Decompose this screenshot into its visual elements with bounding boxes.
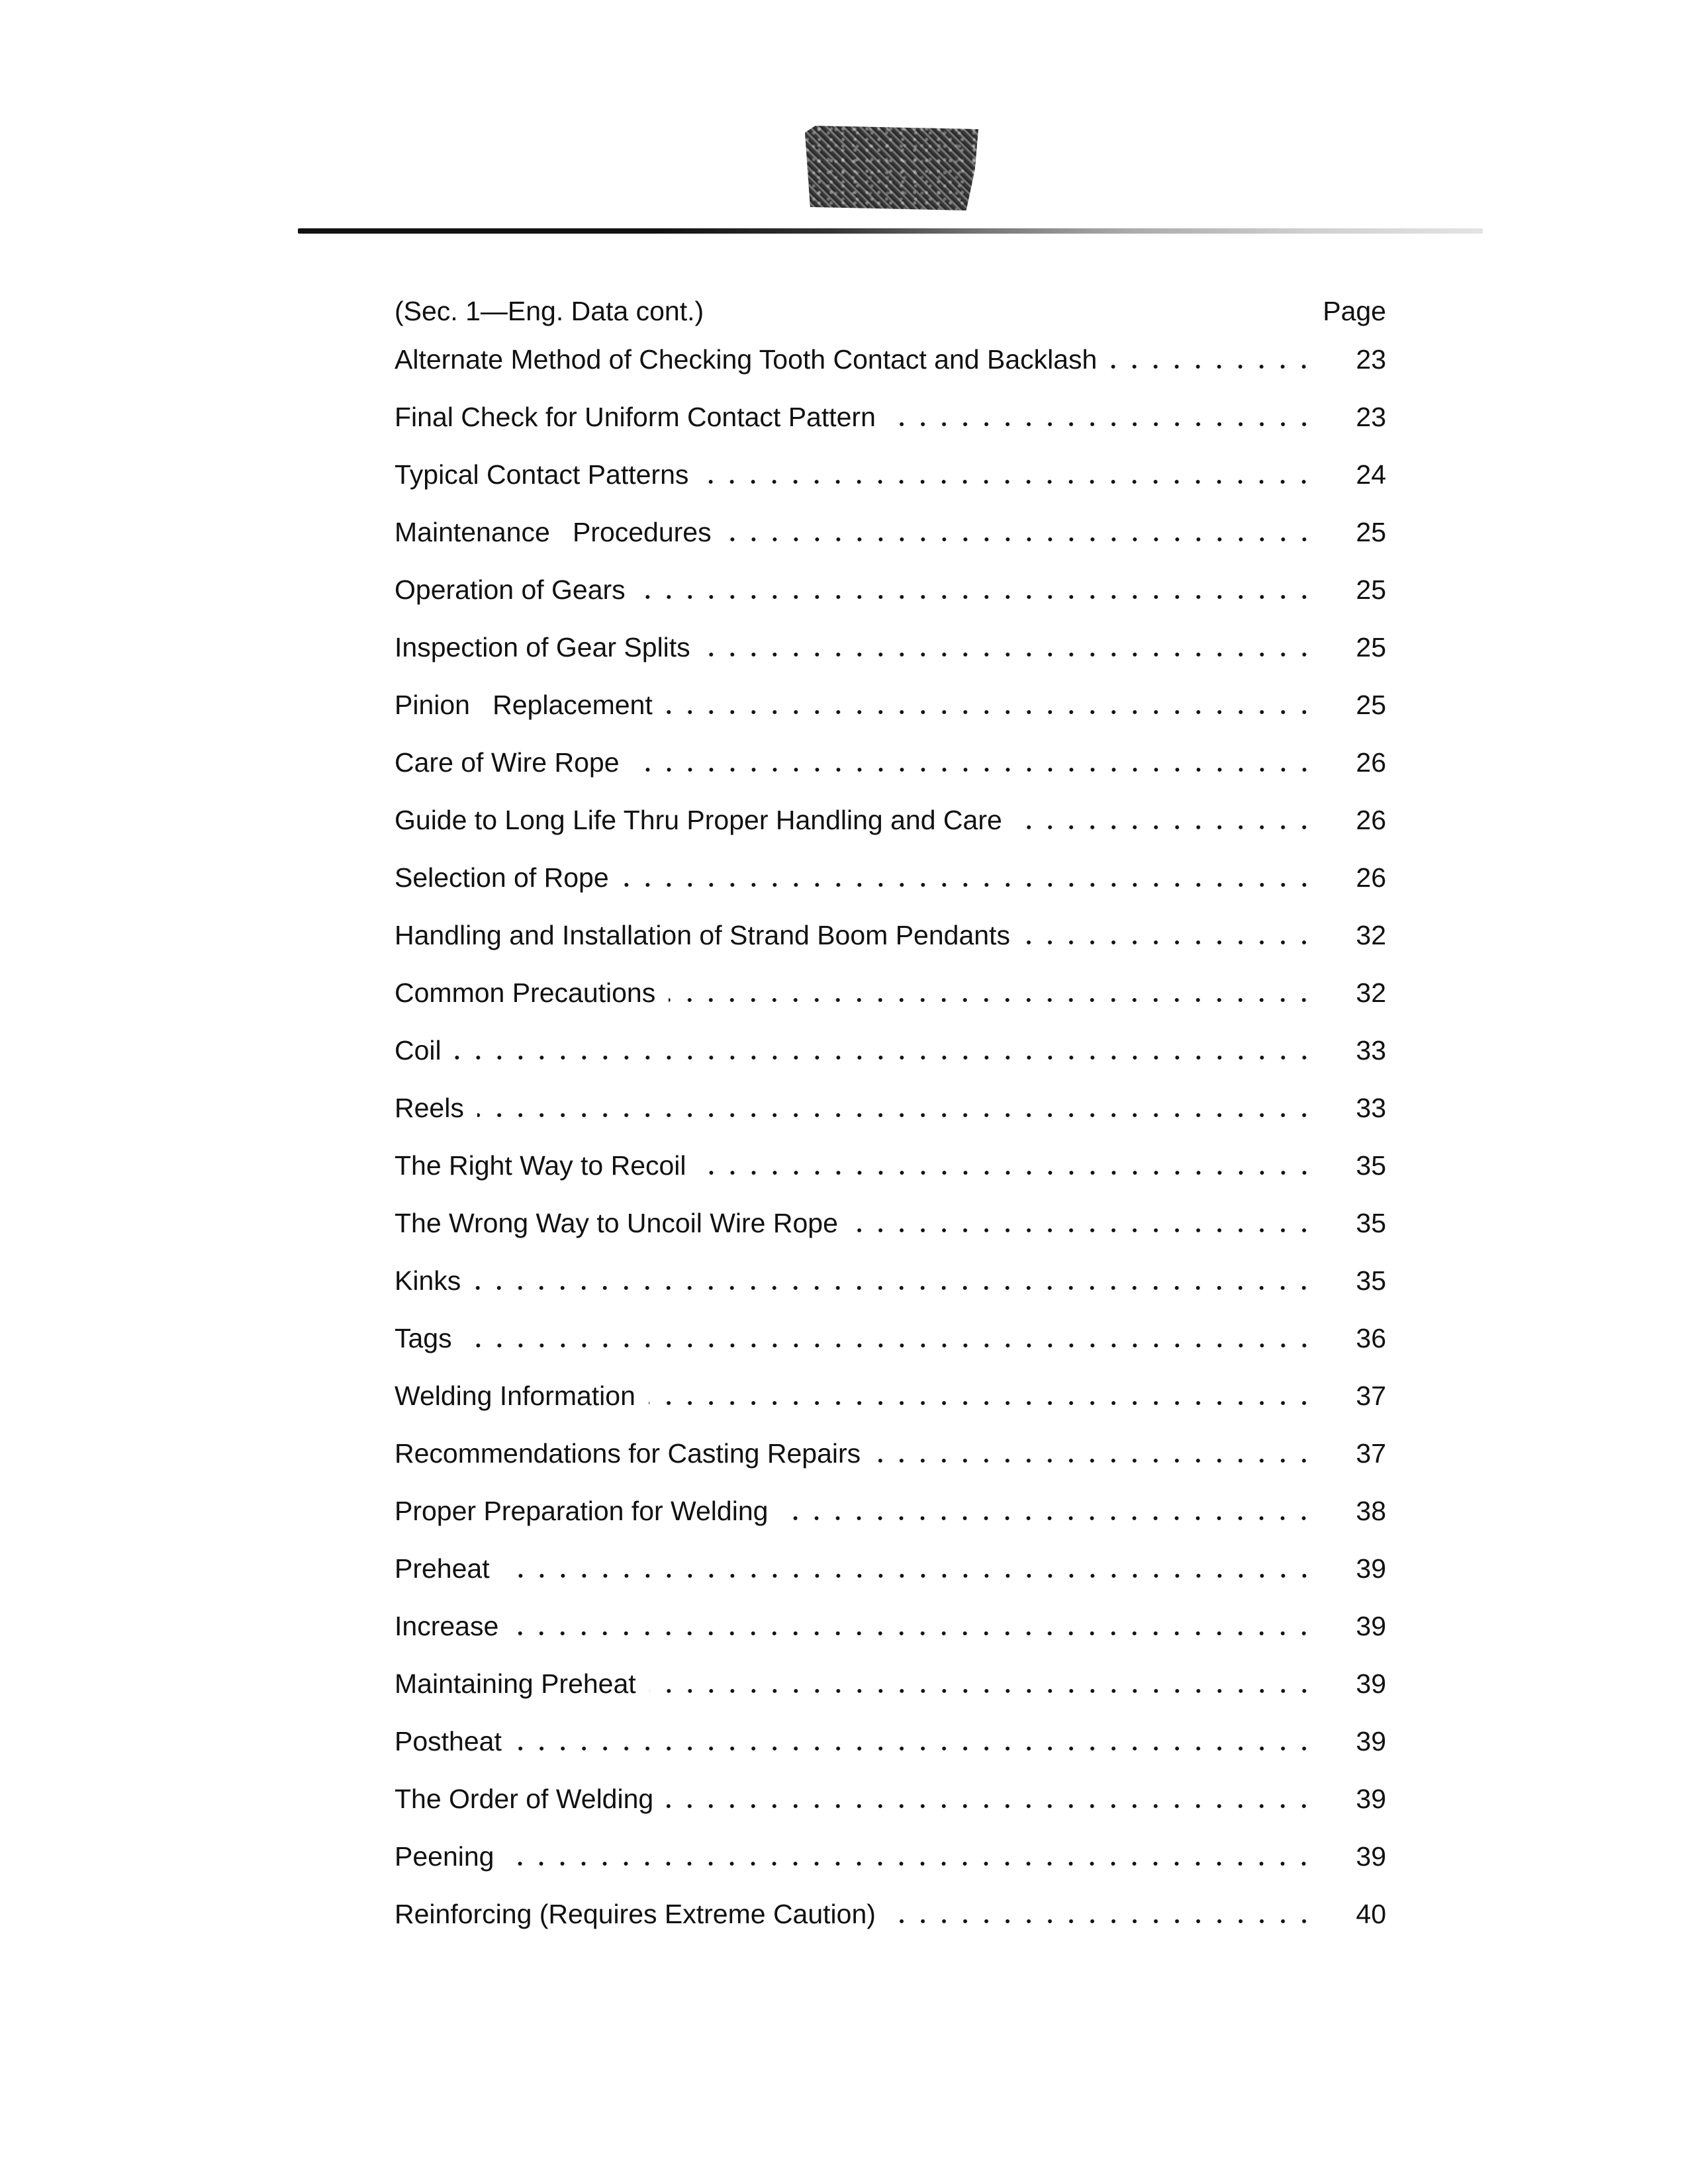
toc-entry[interactable] xyxy=(395,1310,1394,1367)
toc-entry-title: The Order of Welding xyxy=(395,1770,663,1828)
dot-leader xyxy=(503,1574,1315,1578)
toc-entry[interactable] xyxy=(395,1022,1394,1079)
toc-entry-title: Operation of Gears xyxy=(395,561,635,619)
toc-entry-title: Proper Preparation for Welding xyxy=(395,1482,777,1540)
toc-entry-title: Increase xyxy=(395,1598,508,1655)
toc-entry-title: Recommendations for Casting Repairs xyxy=(395,1425,870,1482)
toc-entry[interactable] xyxy=(395,1770,1394,1828)
toc-entry-title: The Wrong Way to Uncoil Wire Rope xyxy=(395,1195,847,1252)
toc-entry-title: Typical Contact Patterns xyxy=(395,446,698,504)
toc-entry[interactable] xyxy=(395,1713,1394,1770)
dot-leader xyxy=(667,1804,1315,1808)
toc-entry[interactable] xyxy=(395,1540,1394,1598)
toc-entry-page-number: 39 xyxy=(1356,1841,1386,1872)
company-logo xyxy=(805,126,978,210)
dot-leader xyxy=(515,1747,1315,1751)
dot-leader xyxy=(704,653,1315,657)
toc-entry-list xyxy=(395,331,1394,1943)
dot-leader xyxy=(455,1056,1315,1060)
toc-entry[interactable] xyxy=(395,1828,1394,1886)
toc-entry-title: Reels xyxy=(395,1079,473,1137)
toc-entry-page-number: 39 xyxy=(1356,1784,1386,1814)
toc-entry-page-number: 39 xyxy=(1356,1726,1386,1756)
toc-entry[interactable] xyxy=(395,734,1394,792)
toc-entry[interactable] xyxy=(395,1425,1394,1482)
toc-entry[interactable] xyxy=(395,792,1394,849)
toc-entry-page-number: 25 xyxy=(1356,632,1386,662)
toc-entry[interactable] xyxy=(395,1482,1394,1540)
toc-entry[interactable] xyxy=(395,1886,1394,1943)
toc-entry-page-number: 25 xyxy=(1356,517,1386,547)
toc-entry-page-number: 37 xyxy=(1356,1381,1386,1411)
dot-leader xyxy=(622,883,1315,887)
dot-leader xyxy=(851,1228,1315,1232)
page-column-heading: Page xyxy=(1323,296,1386,326)
toc-entry[interactable] xyxy=(395,1195,1394,1252)
toc-entry-page-number: 40 xyxy=(1356,1899,1386,1929)
toc-entry-title: Preheat xyxy=(395,1540,499,1598)
toc-entry[interactable] xyxy=(395,388,1394,446)
dot-leader xyxy=(512,1631,1315,1635)
dot-leader xyxy=(649,1689,1315,1693)
table-of-contents xyxy=(395,291,1394,1943)
toc-entry[interactable] xyxy=(395,676,1394,734)
toc-entry-page-number: 24 xyxy=(1356,459,1386,490)
toc-entry-page-number: 26 xyxy=(1356,862,1386,893)
toc-entry-title: Welding Information xyxy=(395,1367,645,1425)
toc-entry[interactable] xyxy=(395,1598,1394,1655)
dot-leader xyxy=(633,768,1315,772)
dot-leader xyxy=(1023,940,1315,944)
dot-leader xyxy=(700,1171,1315,1175)
toc-entry[interactable] xyxy=(395,1079,1394,1137)
toc-entry-title: Maintenance Procedures xyxy=(395,504,721,561)
dot-leader xyxy=(1110,365,1315,369)
dot-leader xyxy=(889,422,1315,426)
dot-leader xyxy=(666,710,1315,714)
toc-entry-page-number: 32 xyxy=(1356,920,1386,950)
dot-leader xyxy=(477,1113,1315,1117)
toc-entry-page-number: 25 xyxy=(1356,574,1386,605)
toc-entry-title: Alternate Method of Checking Tooth Contact and Backlash xyxy=(395,331,1106,388)
toc-entry-title: Selection of Rope xyxy=(395,849,618,907)
toc-entry-page-number: 26 xyxy=(1356,805,1386,835)
toc-entry-title: Care of Wire Rope xyxy=(395,734,629,792)
toc-entry-title: Handling and Installation of Strand Boom Pendants xyxy=(395,907,1019,964)
toc-entry-title: Pinion Replacement xyxy=(395,676,662,734)
toc-entry-page-number: 37 xyxy=(1356,1438,1386,1469)
toc-entry-page-number: 33 xyxy=(1356,1035,1386,1066)
toc-entry-page-number: 33 xyxy=(1356,1093,1386,1123)
dot-leader xyxy=(702,480,1315,484)
toc-entry-page-number: 26 xyxy=(1356,747,1386,778)
toc-entry[interactable] xyxy=(395,907,1394,964)
toc-entry-title: Kinks xyxy=(395,1252,470,1310)
toc-entry[interactable] xyxy=(395,1367,1394,1425)
dot-leader xyxy=(781,1516,1315,1520)
dot-leader xyxy=(725,537,1315,541)
dot-leader xyxy=(669,998,1315,1002)
dot-leader xyxy=(474,1286,1315,1290)
toc-entry-page-number: 35 xyxy=(1356,1208,1386,1238)
toc-entry[interactable] xyxy=(395,504,1394,561)
toc-entry-title: Postheat xyxy=(395,1713,511,1770)
toc-entry[interactable] xyxy=(395,1252,1394,1310)
dot-leader xyxy=(465,1343,1315,1347)
toc-entry-title: The Right Way to Recoil xyxy=(395,1137,696,1195)
dot-leader xyxy=(649,1401,1315,1405)
toc-entry-page-number: 35 xyxy=(1356,1265,1386,1296)
toc-entry-title: Coil xyxy=(395,1022,451,1079)
toc-entry-title: Maintaining Preheat xyxy=(395,1655,645,1713)
toc-entry-title: Guide to Long Life Thru Proper Handling and Care xyxy=(395,792,1011,849)
dot-leader xyxy=(639,595,1315,599)
toc-entry[interactable] xyxy=(395,1655,1394,1713)
header-rule xyxy=(298,228,1483,234)
dot-leader xyxy=(874,1459,1315,1463)
toc-entry-page-number: 25 xyxy=(1356,690,1386,720)
toc-entry[interactable] xyxy=(395,331,1394,388)
section-heading: (Sec. 1—Eng. Data cont.) xyxy=(395,296,704,326)
toc-entry-page-number: 35 xyxy=(1356,1150,1386,1181)
toc-entry-page-number: 39 xyxy=(1356,1668,1386,1699)
toc-entry-title: Inspection of Gear Splits xyxy=(395,619,700,676)
toc-entry-page-number: 38 xyxy=(1356,1496,1386,1526)
toc-entry-title: Common Precautions xyxy=(395,964,665,1022)
dot-leader xyxy=(1015,825,1315,829)
toc-entry-title: Final Check for Uniform Contact Pattern xyxy=(395,388,885,446)
dot-leader xyxy=(889,1919,1315,1923)
toc-entry[interactable] xyxy=(395,849,1394,907)
toc-entry-title: Peening xyxy=(395,1828,503,1886)
toc-entry-page-number: 23 xyxy=(1356,402,1386,432)
toc-entry[interactable] xyxy=(395,964,1394,1022)
dot-leader xyxy=(507,1862,1315,1866)
toc-entry-title: Reinforcing (Requires Extreme Caution) xyxy=(395,1886,885,1943)
toc-entry-page-number: 39 xyxy=(1356,1611,1386,1641)
toc-entry[interactable] xyxy=(395,619,1394,676)
toc-entry-page-number: 23 xyxy=(1356,344,1386,375)
toc-entry-page-number: 32 xyxy=(1356,978,1386,1008)
toc-header xyxy=(395,291,1394,331)
toc-entry[interactable] xyxy=(395,561,1394,619)
toc-entry-page-number: 39 xyxy=(1356,1553,1386,1584)
toc-entry-page-number: 36 xyxy=(1356,1323,1386,1353)
toc-entry[interactable] xyxy=(395,446,1394,504)
toc-entry[interactable] xyxy=(395,1137,1394,1195)
toc-entry-title: Tags xyxy=(395,1310,461,1367)
